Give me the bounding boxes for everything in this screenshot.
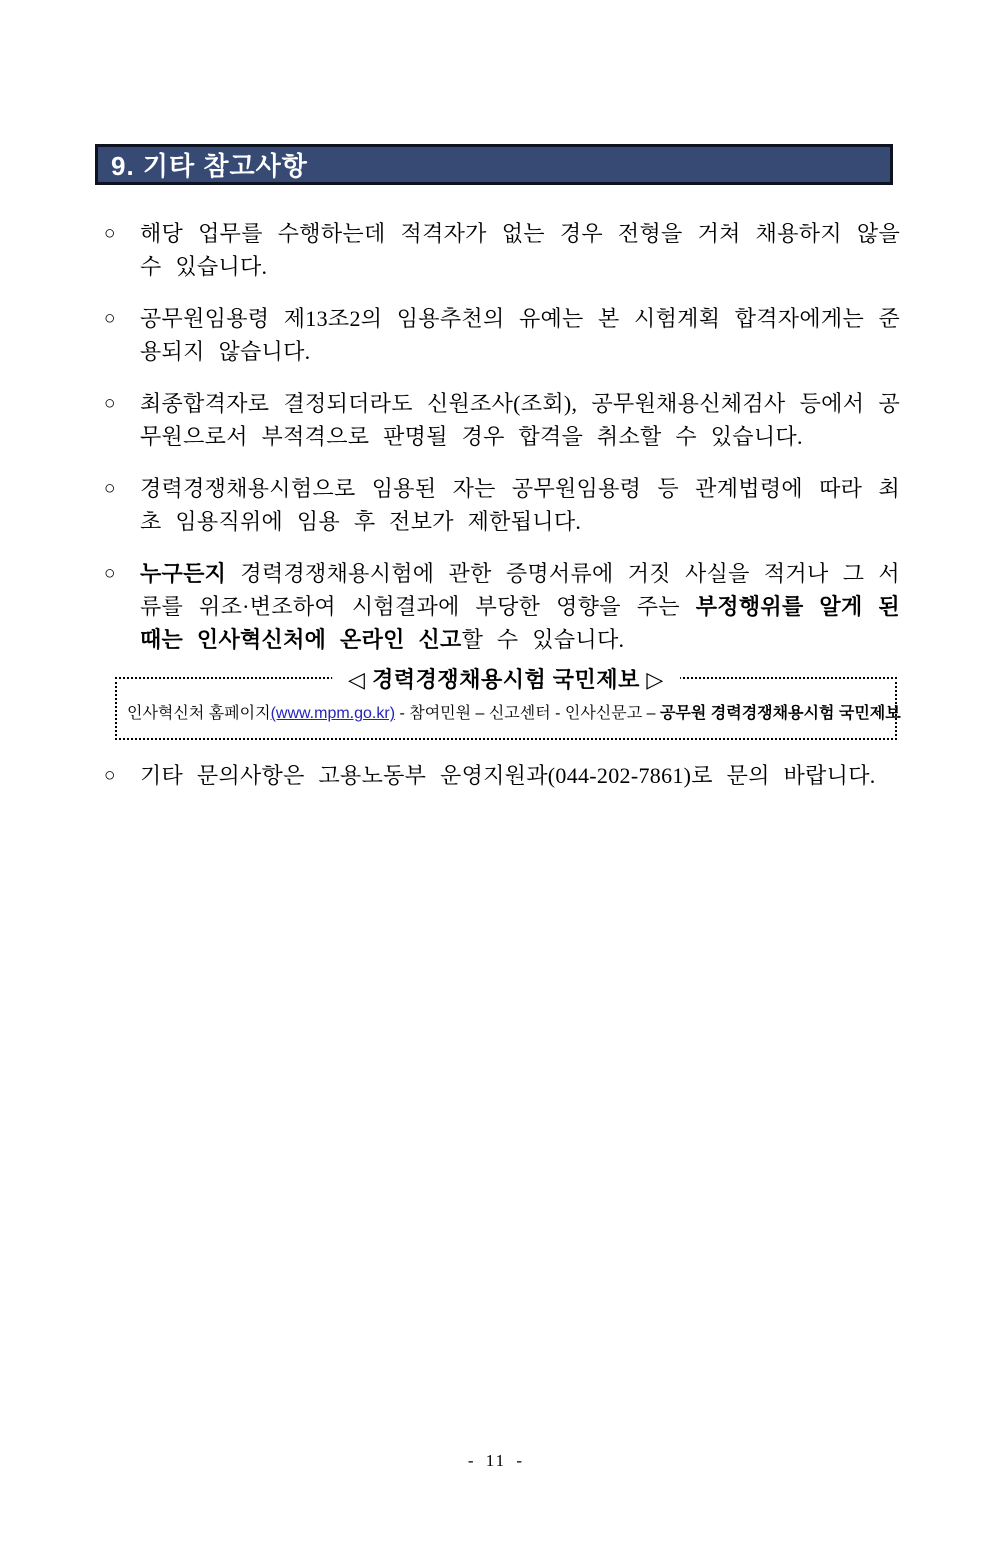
callout-text-segment: 인사혁신처 홈페이지 — [127, 705, 271, 722]
mpm-url-link[interactable]: (www.mpm.go.kr) — [270, 705, 396, 722]
bullet-item — [95, 557, 900, 656]
bullet-item — [95, 472, 900, 538]
bullet-marker: ○ — [104, 308, 116, 329]
bullet-item — [95, 759, 900, 792]
bullet-text: 경력경쟁채용시험으로 임용된 자는 공무원임용령 등 관계법령에 따라 최초 임용직위에 임용 후 전보가 제한됩니다. — [140, 476, 900, 534]
bullet-text-segment: 누구든지 — [140, 561, 227, 586]
report-callout-box — [115, 667, 901, 740]
bullet-marker: ○ — [104, 765, 116, 786]
bullet-marker: ○ — [104, 393, 116, 414]
bullet-marker: ○ — [104, 223, 116, 244]
bullet-item — [95, 387, 900, 453]
document-page — [0, 144, 992, 1547]
bullet-text: 해당 업무를 수행하는데 적격자가 없는 경우 전형을 거쳐 채용하지 않을 수 있습니다. — [140, 221, 900, 279]
bullet-text: 기타 문의사항은 고용노동부 운영지원과(044-202-7861)로 문의 바랍니다. — [140, 763, 876, 788]
bullet-marker: ○ — [104, 563, 116, 584]
bullet-text-segment: 할 수 있습니다. — [461, 627, 625, 652]
bullet-text: 공무원임용령 제13조2의 임용추천의 유예는 본 시험계획 합격자에게는 준용되지 않습니다. — [140, 306, 900, 364]
callout-text-segment: - 참여민원 – 신고센터 - 인사신문고 – — [395, 705, 660, 722]
section-content — [95, 217, 900, 792]
callout-text-segment: 공무원 경력경쟁채용시험 국민제보 — [659, 705, 901, 722]
section-title: 9. 기타 참고사항 — [111, 151, 308, 181]
callout-title: ◁ 경력경쟁채용시험 국민제보 ▷ — [332, 663, 680, 694]
bullet-text — [140, 557, 900, 656]
bullet-text-segment: 부정행위를 알게 된 때는 인사혁신처에 온라인 신고 — [140, 594, 900, 652]
bullet-marker: ○ — [104, 478, 116, 499]
bullet-text: 최종합격자로 결정되더라도 신원조사(조회), 공무원채용신체검사 등에서 공무원으로서 부적격으로 판명될 경우 합격을 취소할 수 있습니다. — [140, 391, 900, 449]
bullet-item — [95, 217, 900, 283]
callout-line — [127, 700, 901, 727]
bullet-item — [95, 302, 900, 368]
section-header — [95, 144, 893, 185]
bullet-text-segment: 경력경쟁채용시험에 관한 증명서류에 거짓 사실을 적거나 그 서류를 위조·변조하여 시험결과에 부당한 영향을 주는 — [140, 561, 900, 619]
page-number: - 11 - — [467, 1451, 525, 1470]
